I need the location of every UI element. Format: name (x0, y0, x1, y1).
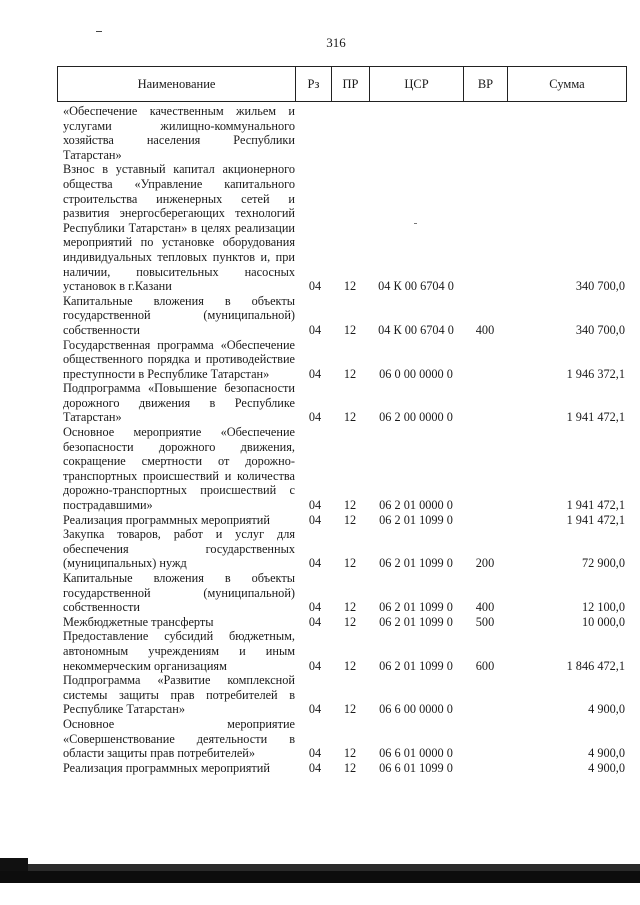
row-pr: 12 (343, 279, 357, 294)
row-sum: 4 900,0 (588, 760, 625, 775)
row-rz: 04 (308, 498, 322, 513)
row-sum: 10 000,0 (581, 614, 625, 629)
header-rz: Рз (296, 67, 332, 101)
row-sum: 1 941 472,1 (566, 498, 625, 513)
row-csr: 06 6 00 0000 0 (379, 702, 453, 717)
header-pr: ПР (332, 67, 370, 101)
row-name: Капитальные вложения в объекты государственной (муниципальной) собственности (63, 293, 295, 337)
row-rz: 04 (308, 279, 322, 294)
row-csr: 06 0 00 0000 0 (379, 366, 453, 381)
row-pr: 12 (343, 702, 357, 717)
row-name: Подпрограмма «Развитие комплексной системы защиты прав потребителей в Республике Татарстан» (63, 673, 295, 717)
row-rz: 04 (308, 410, 322, 425)
row-name: Основное мероприятие «Обеспечение безопасности дорожного движения, сокращение смертности от дорожно-транспортных происшествий и количества дорожно-транспортных происшествий с пострадавшими» (63, 425, 295, 513)
row-rz: 04 (308, 556, 322, 571)
row-rz: 04 (308, 658, 322, 673)
page-number: 316 (326, 35, 346, 50)
row-sum: 72 900,0 (581, 556, 625, 571)
row-rz: 04 (308, 366, 322, 381)
row-sum: 4 900,0 (588, 746, 625, 761)
table-row (57, 527, 627, 571)
table-row (57, 513, 627, 528)
row-rz: 04 (308, 600, 322, 615)
row-pr: 12 (343, 760, 357, 775)
row-vr: 200 (475, 556, 495, 571)
row-pr: 12 (343, 366, 357, 381)
row-csr: 06 2 01 1099 0 (379, 556, 453, 571)
row-pr: 12 (343, 658, 357, 673)
header-csr: ЦСР (370, 67, 464, 101)
row-rz: 04 (308, 322, 322, 337)
table-row (57, 104, 627, 162)
row-csr: 06 2 01 1099 0 (379, 658, 453, 673)
row-csr: 04 К 00 6704 0 (378, 322, 454, 337)
row-sum: 340 700,0 (575, 322, 625, 337)
row-csr: 06 2 01 0000 0 (379, 498, 453, 513)
row-vr: 500 (475, 614, 495, 629)
row-pr: 12 (343, 498, 357, 513)
row-rz: 04 (308, 746, 322, 761)
table-row (57, 294, 627, 338)
row-pr: 12 (343, 600, 357, 615)
table-header (57, 66, 627, 102)
row-sum: 12 100,0 (581, 600, 625, 615)
row-rz: 04 (308, 760, 322, 775)
row-name: Реализация программных мероприятий (63, 760, 270, 775)
row-rz: 04 (308, 702, 322, 717)
row-name: «Обеспечение качественным жильем и услугами жилищно-коммунального хозяйства населения Республики Татарстан» (63, 104, 295, 162)
row-vr: 600 (475, 658, 495, 673)
table-row (57, 338, 627, 382)
scan-artifact (96, 31, 102, 32)
row-csr: 06 2 01 1099 0 (379, 512, 453, 527)
row-pr: 12 (343, 512, 357, 527)
row-vr: 400 (475, 600, 495, 615)
row-csr: 06 6 01 1099 0 (379, 760, 453, 775)
table-row (57, 425, 627, 513)
row-name: Закупка товаров, работ и услуг для обеспечения государственных (муниципальных) нужд (63, 527, 295, 571)
row-pr: 12 (343, 614, 357, 629)
row-sum: 1 941 472,1 (566, 512, 625, 527)
table-row (57, 162, 627, 293)
row-pr: 12 (343, 746, 357, 761)
table-row (57, 761, 627, 776)
row-name: Подпрограмма «Повышение безопасности дорожного движения в Республике Татарстан» (63, 381, 295, 425)
row-csr: 06 2 01 1099 0 (379, 600, 453, 615)
row-name: Взнос в уставный капитал акционерного общества «Управление капитального строительства инженерных сетей и развития энергосберегающих технологий Республики Татарстан» в целях реализации мероприятий по установке оборудования индивидуальных тепловых пунктов и, при наличии, повысительных насосных установок в г.Казани (63, 162, 295, 294)
table-row (57, 571, 627, 615)
header-name: Наименование (58, 67, 296, 101)
table-row (57, 717, 627, 761)
row-sum: 1 941 472,1 (566, 410, 625, 425)
table-body (57, 104, 627, 775)
table-row (57, 381, 627, 425)
row-rz: 04 (308, 614, 322, 629)
table-row (57, 673, 627, 717)
row-name: Предоставление субсидий бюджетным, автономным учреждениям и иным некоммерческим организациям (63, 629, 295, 673)
row-pr: 12 (343, 556, 357, 571)
row-name: Реализация программных мероприятий (63, 512, 270, 527)
row-name: Капитальные вложения в объекты государственной (муниципальной) собственности (63, 571, 295, 615)
table-row (57, 629, 627, 673)
row-name: Основное мероприятие «Совершенствование деятельности в области защиты прав потребителей» (63, 716, 295, 761)
row-rz: 04 (308, 512, 322, 527)
row-sum: 4 900,0 (588, 702, 625, 717)
table-row (57, 615, 627, 630)
row-sum: 340 700,0 (575, 279, 625, 294)
row-csr: 04 К 00 6704 0 (378, 279, 454, 294)
header-sum: Сумма (549, 77, 585, 91)
scan-artifact (414, 223, 417, 224)
row-csr: 06 2 01 1099 0 (379, 614, 453, 629)
scan-edge-shadow (0, 871, 640, 883)
row-name: Межбюджетные трансферты (63, 614, 214, 629)
row-vr: 400 (475, 322, 495, 337)
row-csr: 06 6 01 0000 0 (379, 746, 453, 761)
row-sum: 1 846 472,1 (566, 658, 625, 673)
scan-edge-shadow (0, 858, 28, 872)
row-csr: 06 2 00 0000 0 (379, 410, 453, 425)
row-sum: 1 946 372,1 (566, 366, 625, 381)
header-vr: ВР (464, 67, 508, 101)
row-pr: 12 (343, 322, 357, 337)
row-pr: 12 (343, 410, 357, 425)
row-name: Государственная программа «Обеспечение общественного порядка и противодействие преступности в Республике Татарстан» (63, 337, 295, 381)
